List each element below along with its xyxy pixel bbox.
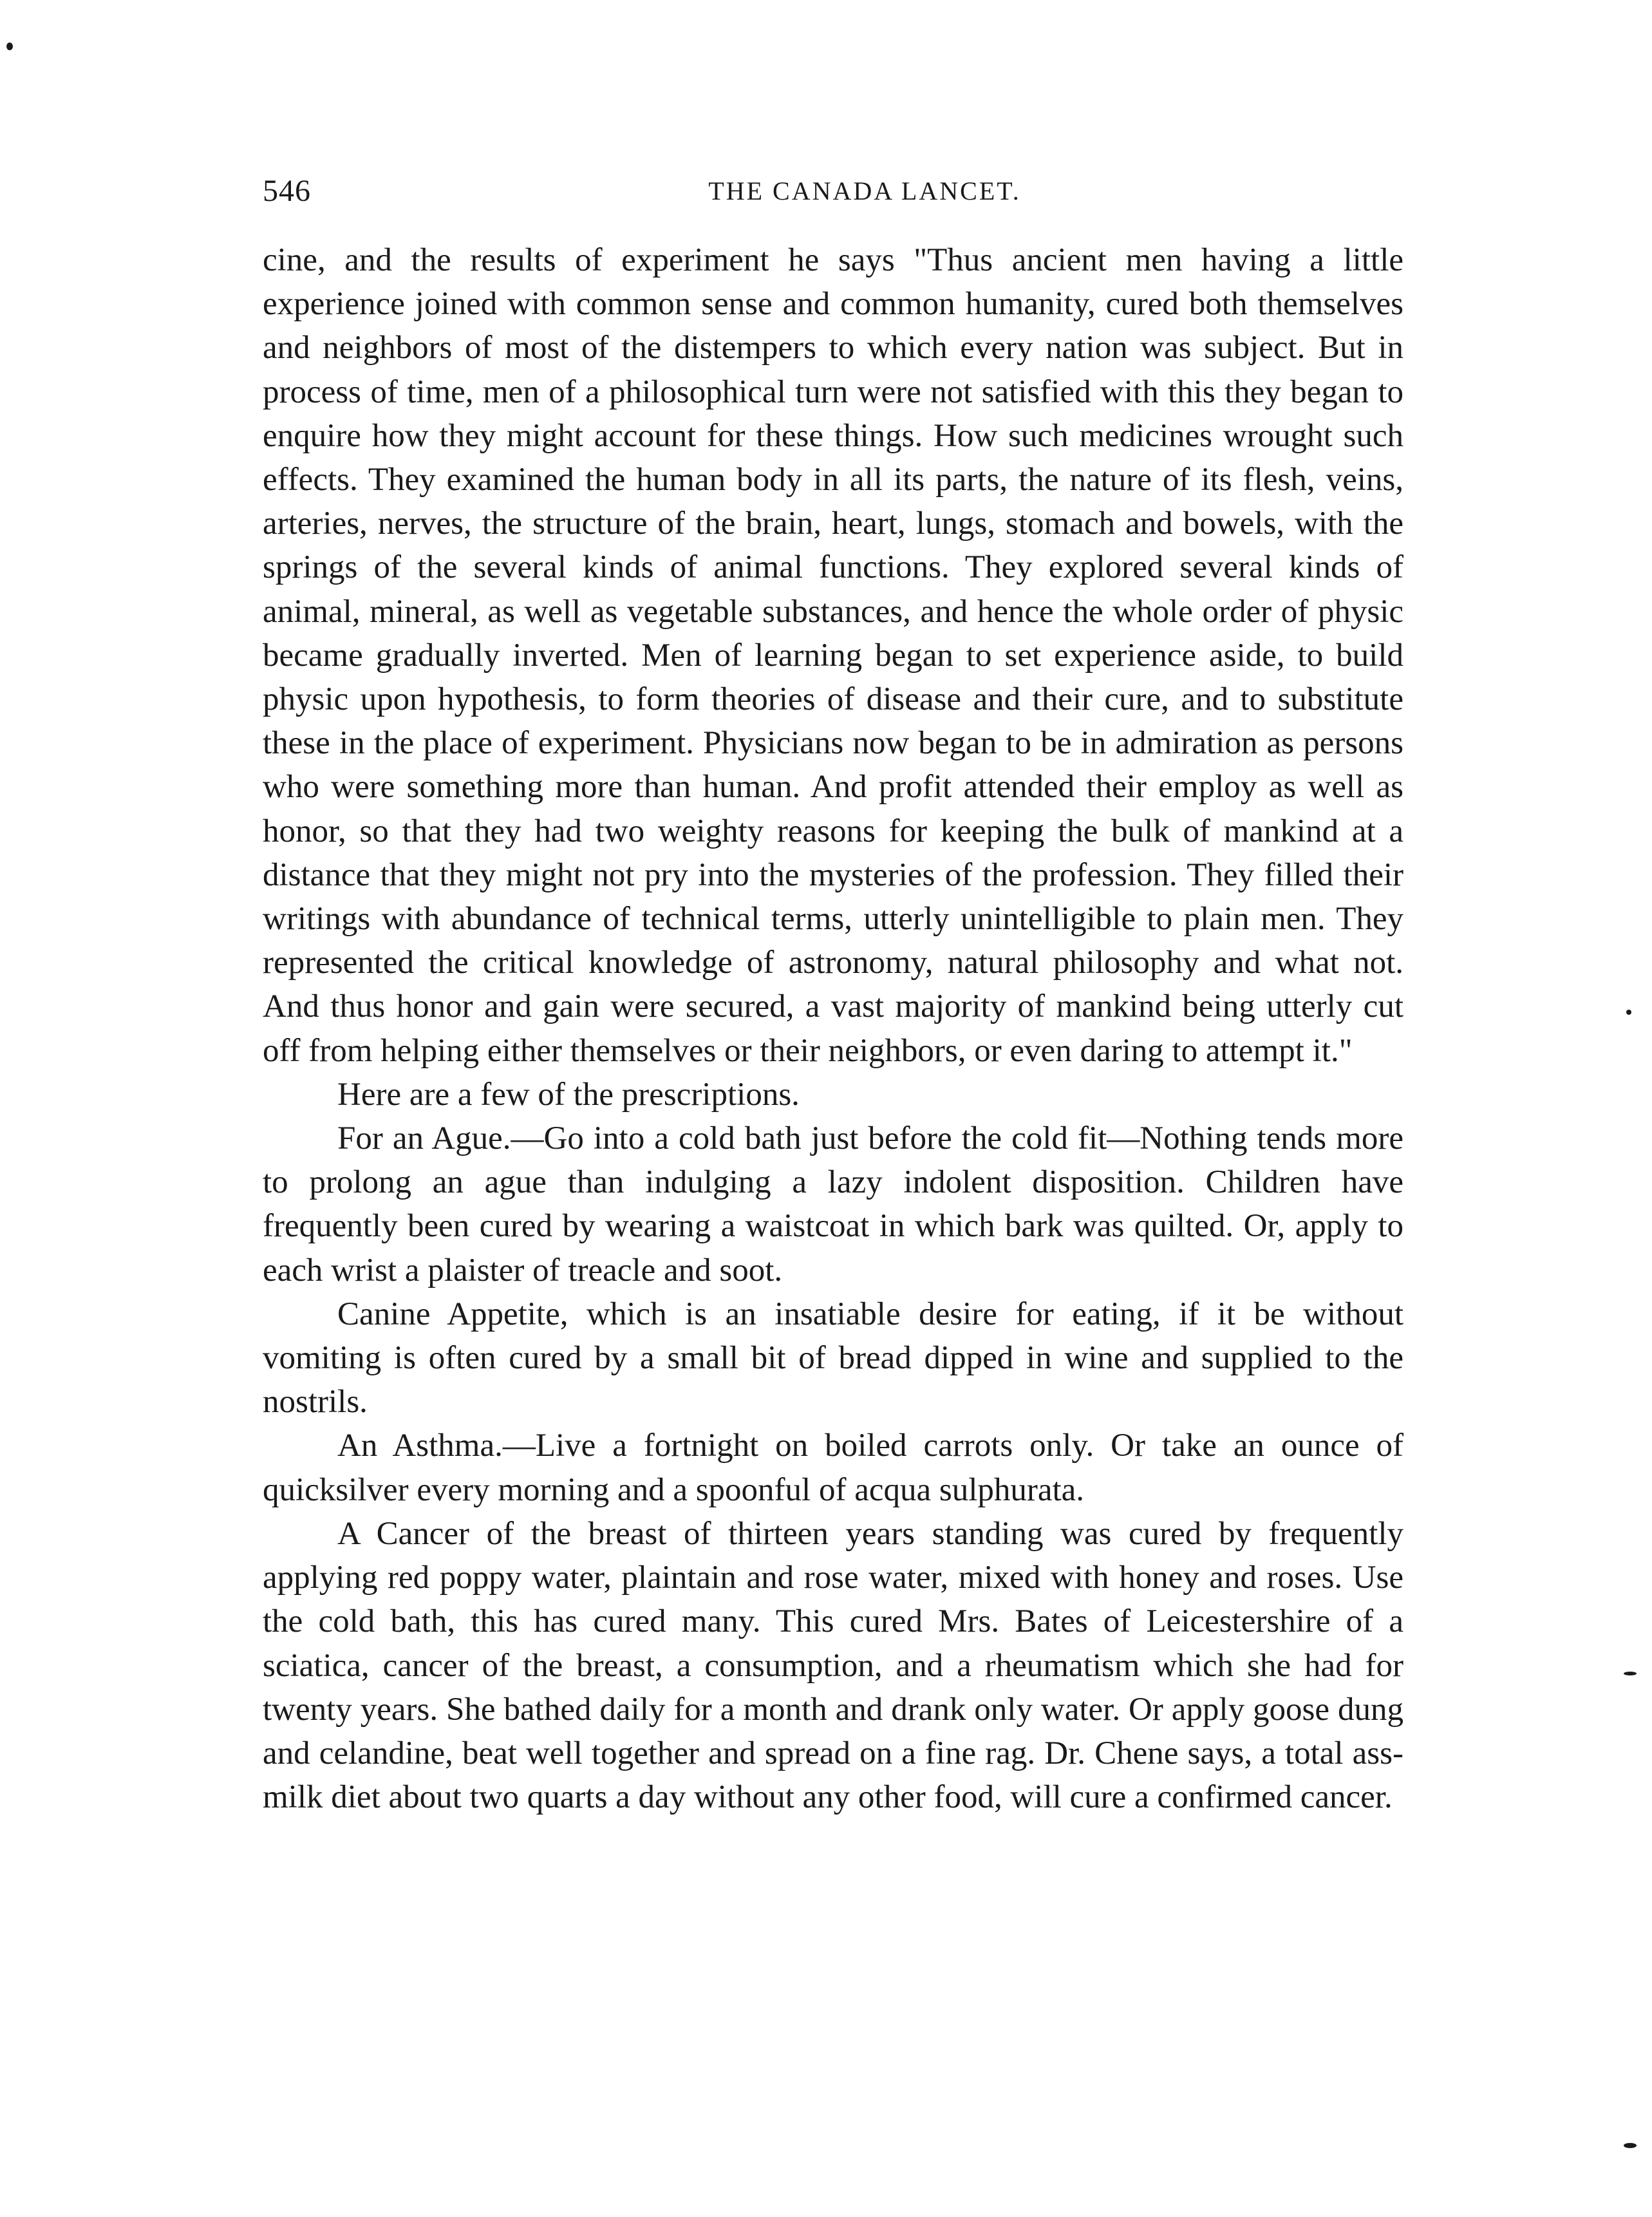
- page-header: [263, 169, 1409, 214]
- scan-speck: [1624, 1672, 1637, 1675]
- body-text: [263, 238, 1403, 1819]
- running-head: THE CANADA LANCET.: [708, 176, 1021, 205]
- paragraph-canine-appetite: Canine Appetite, which is an insatiable desire for eating, if it be without vomiting is often cured by a small bit of bread dipped in wine and supplied to the nostrils.: [263, 1296, 1403, 1420]
- paragraph-continued-quote: cine, and the results of experiment he says "Thus ancient men having a little experience joined with common sense and common humanity, cured both themselves and neighbors of most of the distempers to which every nation was subject. But in process of time, men of a philosophical turn were not satisfied with this they began to enquire how they might account for these things. How such medicines wrought such effects. They examined the human body in all its parts, the nature of its flesh, veins, arteries, nerves, the structure of the brain, heart, lungs, stomach and bowels, with the springs of the several kinds of animal functions. They explored several kinds of animal, mineral, as well as vegetable substances, and hence the whole order of physic became gradually inverted. Men of learning began to set experience aside, to build physic upon hypothesis, to form theories of disease and their cure, and to substitute these in the place of experiment. Physicians now began to be in admiration as persons who were something more than human. And profit attended their employ as well as honor, so that they had two weighty reasons for keeping the bulk of mankind at a distance that they might not pry into the mysteries of the profession. They filled their writings with abundance of technical terms, utterly unintelligible to plain men. They represented the critical knowledge of astronomy, natural philosophy and what not. And thus honor and gain were secured, a vast majority of mankind being utterly cut off from helping either themselves or their neighbors, or even daring to attempt it.": [263, 242, 1403, 1069]
- paragraph-prescriptions-intro: Here are a few of the prescriptions.: [337, 1076, 800, 1113]
- scan-speck: [1624, 2143, 1637, 2148]
- scan-speck: [1626, 1010, 1631, 1015]
- page-number: 546: [263, 174, 311, 208]
- scan-speck: [6, 42, 13, 50]
- paragraph-cancer: A Cancer of the breast of thirteen years standing was cured by frequently applying red poppy water, plaintain and rose water, mixed with honey and roses. Use the cold bath, this has cured many. This cured Mrs. Bates of Leicestershire of a sciatica, cancer of the breast, a consumption, and a rheumatism which she had for twenty years. She bathed daily for a month and drank only water. Or apply goose dung and celandine, beat well together and spread on a fine rag. Dr. Chene says, a total ass-milk diet about two quarts a day without any other food, will cure a confirmed cancer.: [263, 1515, 1403, 1816]
- paragraph-ague: For an Ague.—Go into a cold bath just before the cold fit—Nothing tends more to prolong an ague than indulging a lazy indolent disposition. Children have frequently been cured by wearing a waistcoat in which bark was quilted. Or, apply to each wrist a plaister of treacle and soot.: [263, 1120, 1403, 1288]
- paragraph-asthma: An Asthma.—Live a fortnight on boiled carrots only. Or take an ounce of quicksilver every morning and a spoonful of acqua sulphurata.: [263, 1428, 1403, 1508]
